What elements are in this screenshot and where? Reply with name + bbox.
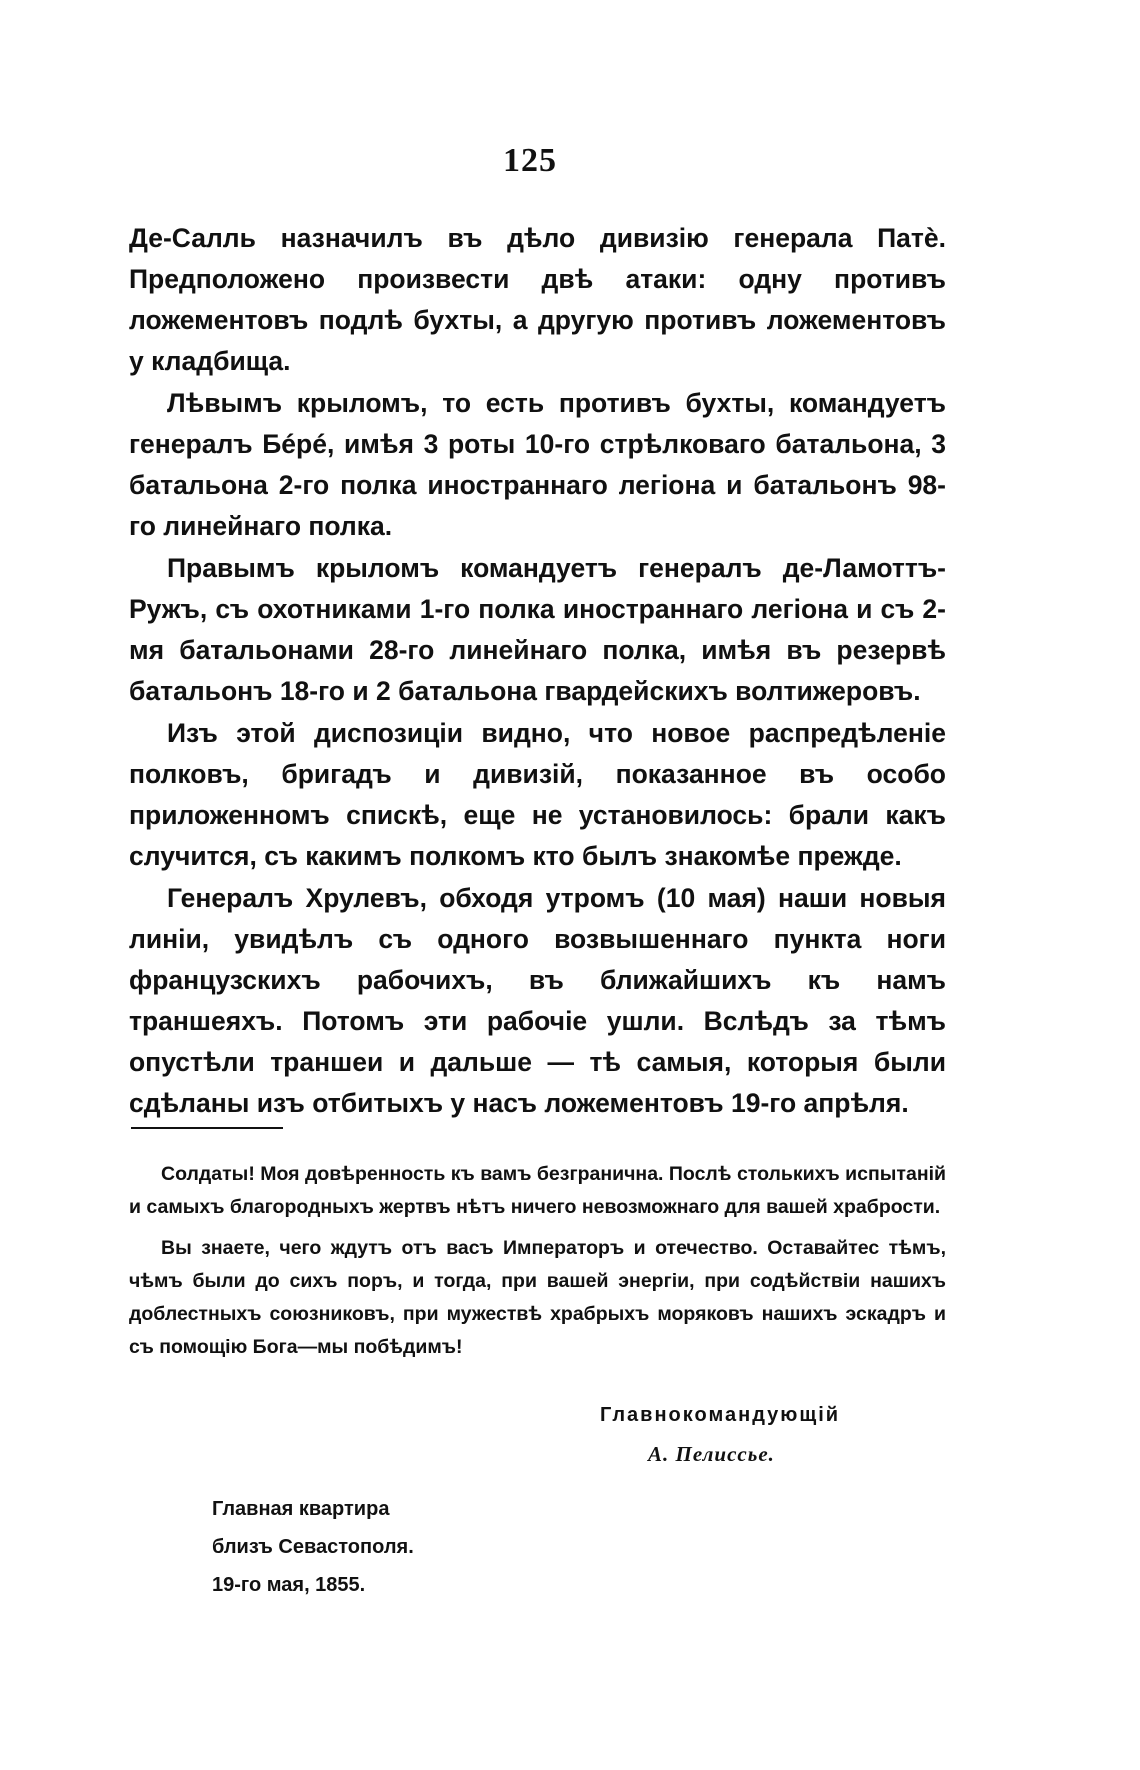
footnote-divider xyxy=(131,1127,283,1129)
place-date xyxy=(212,1490,414,1604)
page-number: 125 xyxy=(503,142,557,179)
paragraph: Де-Салль назначилъ въ дѣло дивизію генерала Патѐ. Предположено произвести двѣ атаки: одну противъ ложементовъ подлѣ бухты, а другую противъ ложементовъ у кладбища. xyxy=(129,223,946,376)
place-line: Главная квартира xyxy=(212,1498,390,1520)
footnote-paragraph: Солдаты! Моя довѣренность къ вамъ безгранична. Послѣ столькихъ испытаній и самыхъ благородныхъ жертвъ нѣтъ ничего невозможнаго для вашей храбрости. xyxy=(129,1163,946,1218)
main-text xyxy=(129,218,946,1125)
paragraph: Лѣвымъ крыломъ, то есть противъ бухты, командуетъ генералъ Бéрé, имѣя 3 роты 10-го стрѣлковаго батальона, 3 батальона 2-го полка иностраннаго легіона и батальонъ 98-го линейнаго полка. xyxy=(129,388,946,541)
paragraph: Изъ этой диспозиціи видно, что новое распредѣленіе полковъ, бригадъ и дивизій, показанное въ особо приложенномъ спискѣ, еще не установилось: брали какъ случится, съ какимъ полкомъ кто былъ знакомѣе прежде. xyxy=(129,718,946,871)
paragraph: Генералъ Хрулевъ, обходя утромъ (10 мая) наши новыя линіи, увидѣлъ съ одного возвышеннаго пункта ноги французскихъ рабочихъ, въ ближайшихъ къ намъ траншеяхъ. Потомъ эти рабочіе ушли. Вслѣдъ за тѣмъ опустѣли траншеи и дальше — тѣ самыя, которыя были сдѣланы изъ отбитыхъ у насъ ложементовъ 19-го апрѣля. xyxy=(129,883,946,1118)
date-line: 19-го мая, 1855. xyxy=(212,1574,366,1596)
paragraph: Правымъ крыломъ командуетъ генералъ де-Ламоттъ-Ружъ, съ охотниками 1-го полка иностраннаго легіона и съ 2-мя батальонами 28-го линейнаго полка, имѣя въ резервѣ батальонъ 18-го и 2 батальона гвардейскихъ волтижеровъ. xyxy=(129,553,946,706)
footnote-paragraph: Вы знаете, чего ждутъ отъ васъ Императоръ и отечество. Оставайтес тѣмъ, чѣмъ были до сихъ поръ, и тогда, при вашей энергіи, при содѣйствіи нашихъ доблестныхъ союзниковъ, при мужествѣ храбрыхъ моряковъ нашихъ эскадръ и съ помощію Бога—мы побѣдимъ! xyxy=(129,1237,946,1358)
footnote xyxy=(129,1158,946,1372)
place-line: близъ Севастополя. xyxy=(212,1536,414,1558)
signature-title: Главнокомандующій xyxy=(600,1404,841,1426)
signature-name: А. Пелиссье. xyxy=(648,1442,775,1466)
